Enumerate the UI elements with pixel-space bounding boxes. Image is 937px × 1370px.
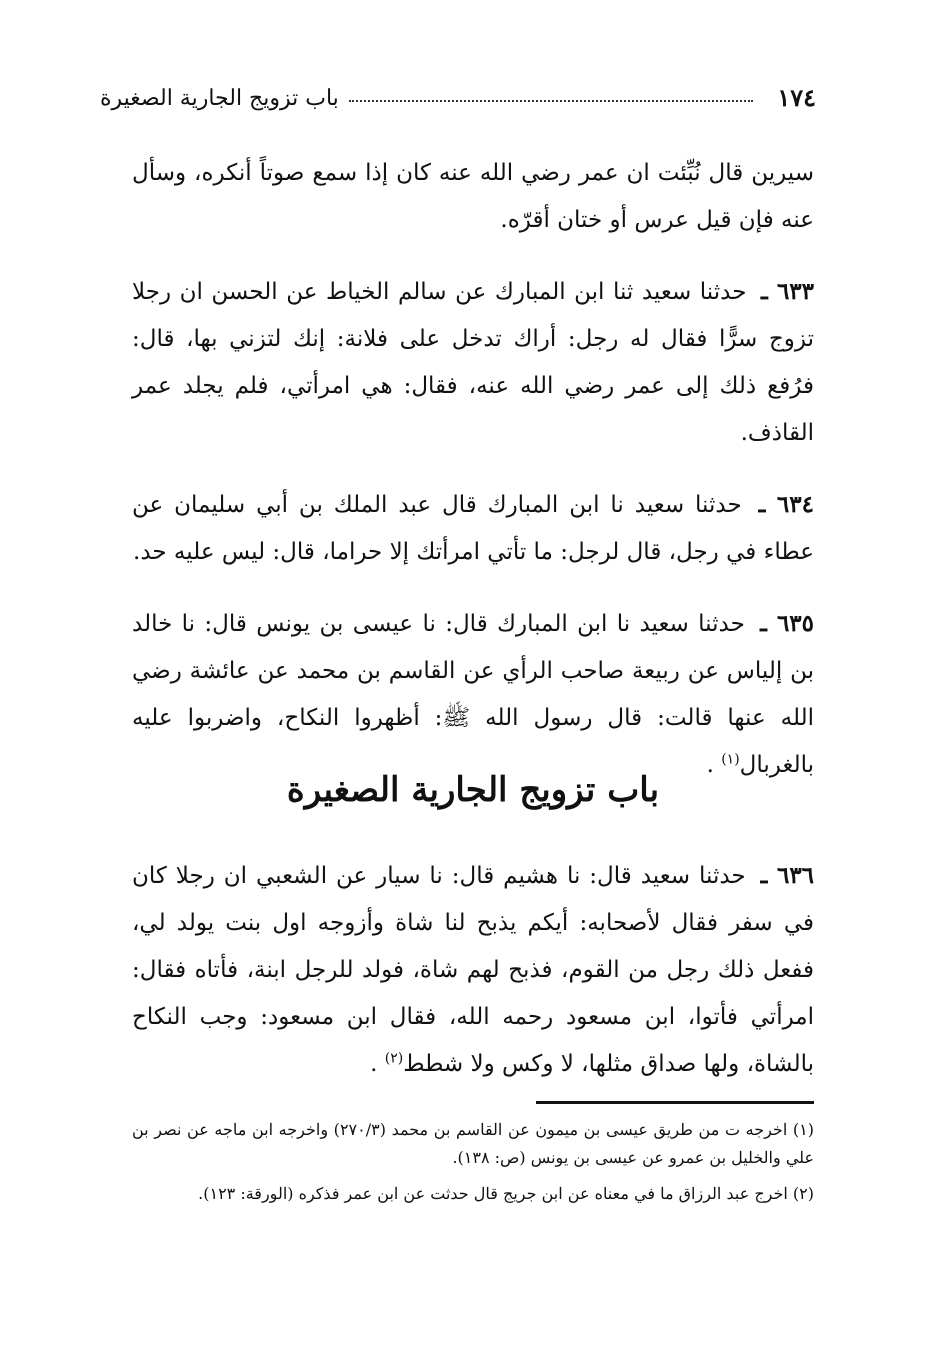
hadith-number: ٦٣٣ ـ	[760, 278, 815, 305]
hadith-paragraph-636	[132, 852, 814, 1088]
paragraph-text: حدثنا سعيد نا ابن المبارك قال عبد الملك بن أبي سليمان عن عطاء في رجل، قال لرجل: ما تأتي امرأتك إلا حراما، قال: ليس عليه حد.	[132, 492, 814, 565]
hadith-number: ٦٣٥ ـ	[760, 610, 814, 637]
footnote-reference: (١)	[721, 751, 740, 768]
footnote-text: اخرج عبد الرزاق ما في معناه عن ابن جريج قال حدثت عن ابن عمر فذكره (الورقة: ١٢٣).	[198, 1184, 788, 1203]
paragraph-tail: .	[370, 1051, 378, 1077]
paragraph-tail: .	[706, 752, 714, 778]
footnote-marker: (١)	[792, 1120, 815, 1139]
chapter-title: باب تزويج الجارية الصغيرة	[286, 770, 660, 810]
paragraph-text: حدثنا سعيد قال: نا هشيم قال: نا سيار عن الشعبي ان رجلا كان في سفر فقال لأصحابه: أيكم يذبح لنا شاة وأزوجه اول بنت يولد لي، ففعل ذلك رجل من القوم، فذبح لهم شاة، فولد للرجل ابنة، فأتاه فقال: امرأتي فأتوا، ابن مسعود رحمه الله، فقال ابن مسعود: وجب النكاح بالشاة، ولها صداق مثلها، لا وكس ولا شطط	[132, 863, 814, 1077]
hadith-paragraph-634	[132, 481, 814, 576]
footnote-marker: (٢)	[792, 1184, 814, 1203]
chapter-text	[132, 852, 814, 1112]
footnotes	[132, 1116, 814, 1216]
hadith-paragraph-633	[132, 268, 814, 457]
hadith-paragraph-635	[132, 600, 814, 789]
paragraph-text: حدثنا سعيد ثنا ابن المبارك عن سالم الخياط عن الحسن ان رجلا تزوج سرًّا فقال له رجل: أراك تدخل على فلانة: إنك لتزني بها، قال: فرُفع ذلك إلى عمر رضي الله عنه، فقال: هي امرأتي، فلم يجلد عمر القاذف.	[132, 279, 814, 446]
footnote-text: اخرجه ت من طريق عيسى بن ميمون عن القاسم بن محمد (٢٧٠/٣) واخرجه ابن ماجه عن نصر بن علي والخليل بن عمرو عن عيسى بن يونس (ص: ١٣٨).	[132, 1120, 814, 1167]
running-title: باب تزويج الجارية الصغيرة	[100, 86, 339, 111]
paragraph-continuation	[132, 150, 814, 244]
header-dotted-leader	[349, 99, 754, 102]
footnote-reference: (٢)	[384, 1050, 404, 1067]
hadith-number: ٦٣٤ ـ	[758, 491, 814, 518]
main-text	[132, 150, 814, 813]
footnote-separator	[536, 1101, 814, 1104]
paragraph-text: سيرين قال نُبِّئت ان عمر رضي الله عنه كان إذا سمع صوتاً أنكره، وسأل عنه فإن قيل عرس أو ختان أقرّه.	[132, 160, 814, 233]
hadith-number: ٦٣٦ ـ	[760, 862, 815, 889]
page-number: ١٧٤	[777, 83, 816, 112]
page-header	[100, 70, 816, 110]
paragraph-text: حدثنا سعيد نا ابن المبارك قال: نا عيسى بن يونس قال: نا خالد بن إلياس عن ربيعة صاحب الرأي عن القاسم بن محمد عن عائشة رضي الله عنها قالت: قال رسول الله ﷺ: أظهروا النكاح، واضربوا عليه بالغربال	[132, 611, 814, 778]
footnote-2	[132, 1180, 814, 1208]
footnote-1	[132, 1116, 814, 1172]
